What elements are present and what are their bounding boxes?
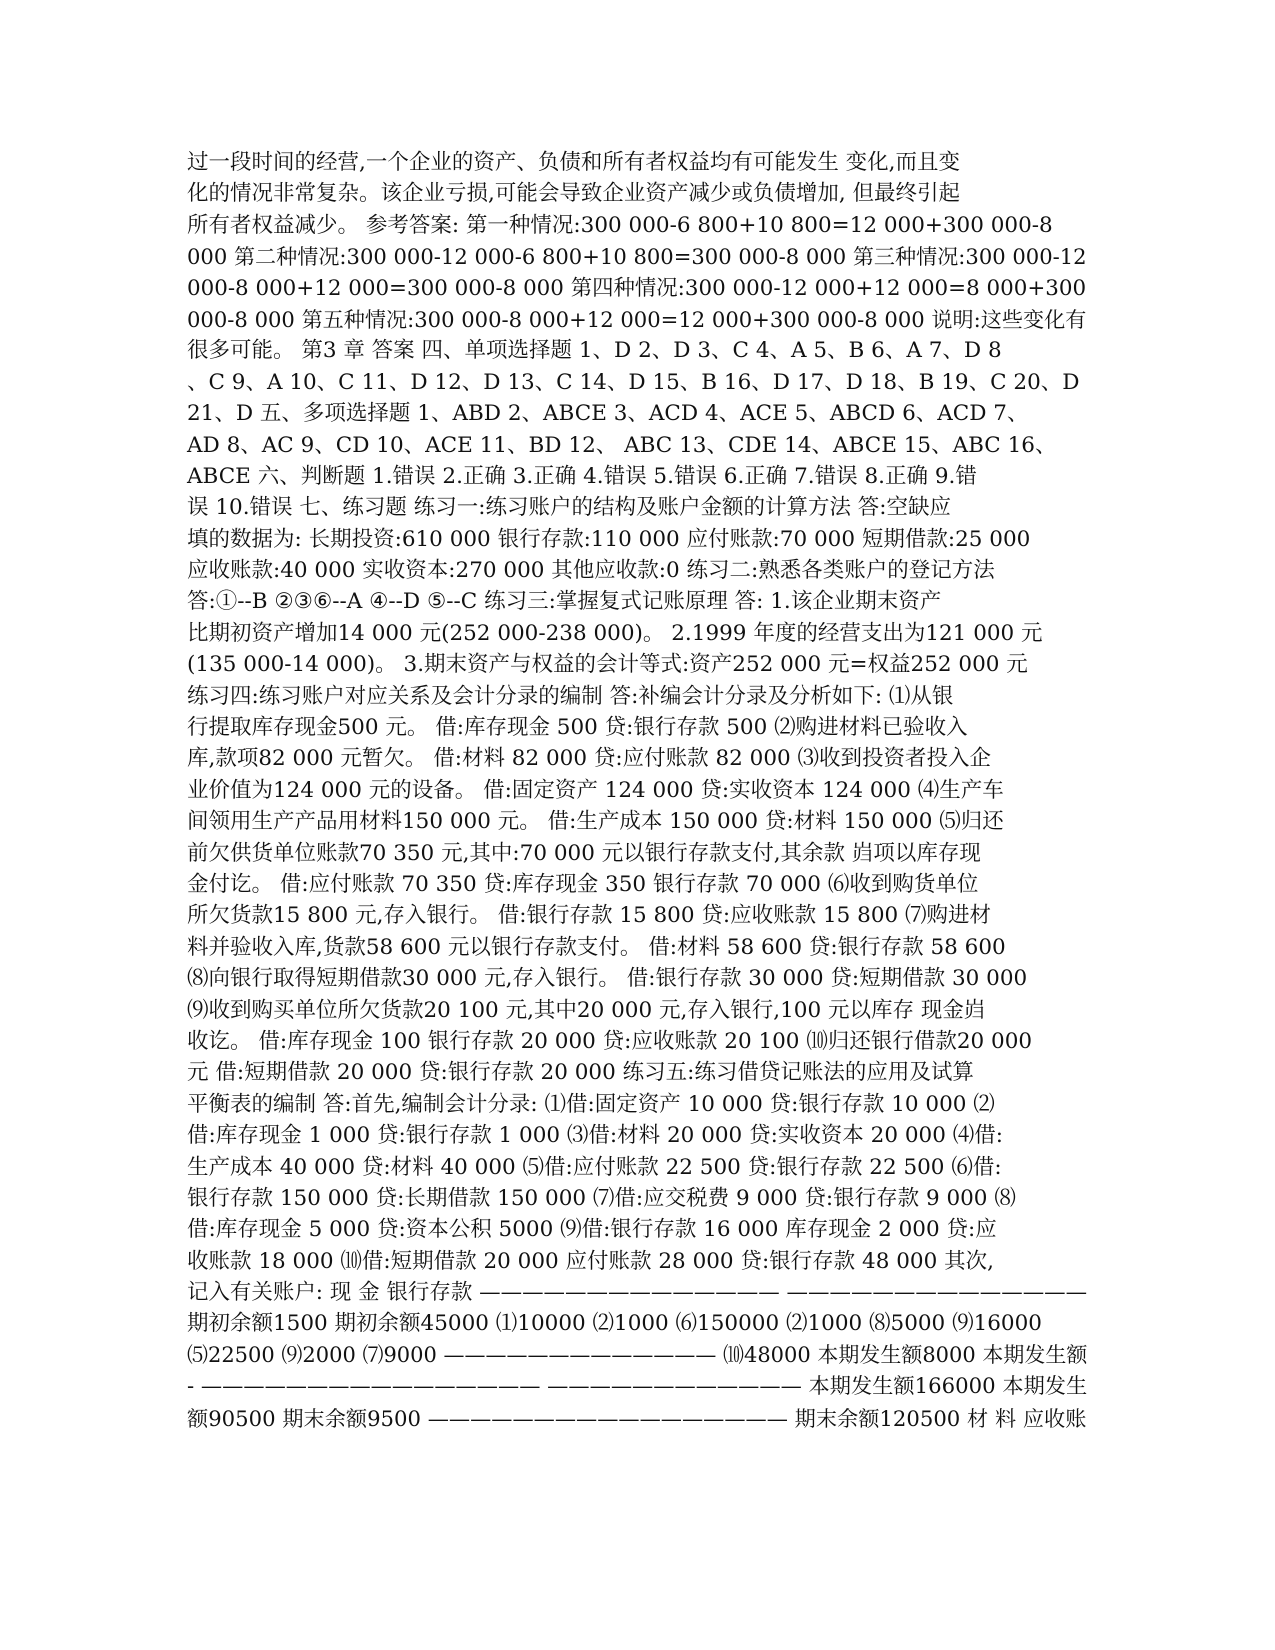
text-line: 000-8 000+12 000=300 000-8 000 第四种情况:300 000-12 000+12 000=8 000+300 (187, 275, 1087, 301)
text-line: 收账款 18 000 ⑽借:短期借款 20 000 应付账款 28 000 贷:银行存款 48 000 其次, (187, 1248, 994, 1274)
text-line: 金付讫。 借:应付账款 70 350 贷:库存现金 350 银行存款 70 000 ⑹收到购货单位 (187, 871, 979, 897)
text-line: 000-8 000 第五种情况:300 000-8 000+12 000=12 000+300 000-8 000 说明:这些变化有 (187, 306, 1087, 332)
text-line: 000 第二种情况:300 000-12 000-6 800+10 800=300 000-8 000 第三种情况:300 000-12 (187, 244, 1087, 270)
text-line: 借:库存现金 1 000 贷:银行存款 1 000 ⑶借:材料 20 000 贷:实收资本 20 000 ⑷借: (187, 1123, 1003, 1149)
text-line: (135 000-14 000)。 3.期末资产与权益的会计等式:资产252 000 元=权益252 000 元 (187, 652, 1028, 678)
text-line: 借:库存现金 5 000 贷:资本公积 5000 ⑼借:银行存款 16 000 库存现金 2 000 贷:应 (187, 1217, 997, 1243)
text-line: 银行存款 150 000 贷:长期借款 150 000 ⑺借:应交税费 9 000 贷:银行存款 9 000 ⑻ (187, 1185, 1016, 1211)
text-line: 额90500 期末余额9500 ————————————————— 期末余额120500 材 料 应收账 (187, 1405, 1087, 1431)
text-line: 比期初资产增加14 000 元(252 000-238 000)。 2.1999 年度的经营支出为121 000 元 (187, 620, 1043, 646)
text-line: 填的数据为: 长期投资:610 000 银行存款:110 000 应付账款:70 000 短期借款:25 000 (187, 526, 1031, 552)
text-line: ⑼收到购买单位所欠货款20 100 元,其中20 000 元,存入银行,100 元以库存 现金岿 (187, 997, 986, 1023)
text-line: 前欠供货单位账款70 350 元,其中:70 000 元以银行存款支付,其余款 岿项以库存现 (187, 840, 981, 866)
text-line: 库,款项82 000 元暂欠。 借:材料 82 000 贷:应付账款 82 000 ⑶收到投资者投入企 (187, 746, 992, 772)
text-line: 化的情况非常复杂。该企业亏损,可能会导致企业资产减少或负债增加, 但最终引起 (187, 181, 961, 207)
text-line: 元 借:短期借款 20 000 贷:银行存款 20 000 练习五:练习借贷记账法的应用及试算 (187, 1060, 974, 1086)
text-line: 收讫。 借:库存现金 100 银行存款 20 000 贷:应收账款 20 100 ⑽归还银行借款20 000 (187, 1028, 1033, 1054)
text-line: 21、D 五、多项选择题 1、ABD 2、ABCE 3、ACD 4、ACE 5、ABCD 6、ACD 7、 (187, 401, 1029, 427)
text-line: 答:①--B ②③⑥--A ④--D ⑤--C 练习三:掌握复式记账原理 答: 1.该企业期末资产 (187, 589, 942, 615)
text-line: 平衡表的编制 答:首先,编制会计分录: ⑴借:固定资产 10 000 贷:银行存款 10 000 ⑵ (187, 1091, 995, 1117)
text-line: 、C 9、A 10、C 11、D 12、D 13、C 14、D 15、B 16、D 17、D 18、B 19、C 20、D (187, 369, 1080, 395)
text-line: 行提取库存现金500 元。 借:库存现金 500 贷:银行存款 500 ⑵购进材料已验收入 (187, 715, 968, 741)
text-line: ABCE 六、判断题 1.错误 2.正确 3.正确 4.错误 5.错误 6.正确 7.错误 8.正确 9.错 (187, 463, 977, 489)
text-line: 间领用生产产品用材料150 000 元。 借:生产成本 150 000 贷:材料 150 000 ⑸归还 (187, 809, 1004, 835)
text-line: 料并验收入库,货款58 600 元以银行存款支付。 借:材料 58 600 贷:银行存款 58 600 (187, 934, 1006, 960)
text-line: 记入有关账户: 现 金 银行存款 —————————————— —————————————— (187, 1280, 1088, 1306)
text-line: - ———————————————— ———————————— 本期发生额166000 本期发生 (187, 1374, 1088, 1400)
text-line: 期初余额1500 期初余额45000 ⑴10000 ⑵1000 ⑹150000 ⑵1000 ⑻5000 ⑼16000 (187, 1311, 1042, 1337)
text-line: 生产成本 40 000 贷:材料 40 000 ⑸借:应付账款 22 500 贷:银行存款 22 500 ⑹借: (187, 1154, 1002, 1180)
text-line: 应收账款:40 000 实收资本:270 000 其他应收款:0 练习二:熟悉各类账户的登记方法 (187, 558, 995, 584)
text-line: AD 8、AC 9、CD 10、ACE 11、BD 12、 ABC 13、CDE 14、ABCE 15、ABC 16、 (187, 432, 1057, 458)
text-line: 练习四:练习账户对应关系及会计分录的编制 答:补编会计分录及分析如下: ⑴从银 (187, 683, 954, 709)
text-line: 误 10.错误 七、练习题 练习一:练习账户的结构及账户金额的计算方法 答:空缺应 (187, 495, 952, 521)
text-line: 所有者权益减少。 参考答案: 第一种情况:300 000-6 800+10 800=12 000+300 000-8 (187, 212, 1053, 238)
text-line: ⑻向银行取得短期借款30 000 元,存入银行。 借:银行存款 30 000 贷:短期借款 30 000 (187, 966, 1028, 992)
text-line: 过一段时间的经营,一个企业的资产、负债和所有者权益均有可能发生 变化,而且变 (187, 150, 961, 175)
text-line: 业价值为124 000 元的设备。 借:固定资产 124 000 贷:实收资本 124 000 ⑷生产车 (187, 777, 1004, 803)
answer-text-block (187, 147, 1087, 1434)
text-line: 很多可能。 第3 章 答案 四、单项选择题 1、D 2、D 3、C 4、A 5、B 6、A 7、D 8 (187, 338, 1002, 364)
text-line: 所欠货款15 800 元,存入银行。 借:银行存款 15 800 贷:应收账款 15 800 ⑺购进材 (187, 903, 992, 929)
text-line: ⑸22500 ⑼2000 ⑺9000 ————————————— ⑽48000 本期发生额8000 本期发生额 (187, 1342, 1088, 1367)
